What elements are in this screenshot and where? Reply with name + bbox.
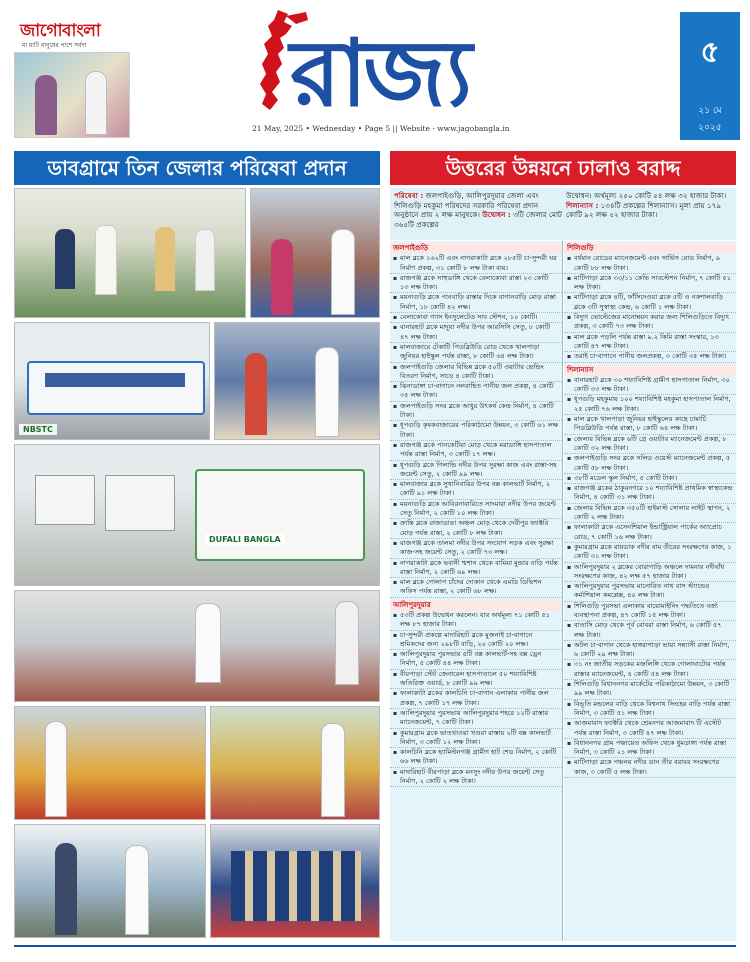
intro-text: ৩টি জেলার মোট ৩৬৫টি প্রকল্পের (394, 210, 562, 229)
list-item: ▪ আলিপুরদুয়ার পুরসভায় আলিপুরদুয়ার শহরে ১২টি রাস্তার ম্যানেজমেন্ট, ৭ কোটি টাকা। (390, 709, 562, 729)
list-item: ▪ শিলিগুড়ি পুরসভা এলাকায় বায়োমাইনিং পদ্ধতিতে বর্জ্য ব্যবস্থাপনা প্রকল্প, ৪৭ কোটি ১৫ লক্ষ টাকা। (564, 602, 736, 622)
list-item: ▪ চা-সুন্দরী প্রকল্পে মাদারিহাট ব্লকে মুজনাই চা-বাগানে শ্রমিকদের জন্য ২৯৮টি বাড়ি, ২০ কোটি ২০ লক্ষ। (390, 631, 562, 651)
list-item: ▪ ৩৮টি মডেল স্কুল নির্মাণ, ৫ কোটি টাকা। (564, 474, 736, 484)
intro-label: শিলান্যাস : (566, 200, 599, 210)
list-item: ▪ ধূপগুড়ি মহকুমায় ১০০ শয্যাবিশিষ্ট মহকুমা হাসপাতাল নির্মাণ, ২৫ কোটি ৭৬ লক্ষ টাকা। (564, 395, 736, 415)
figure-shape (85, 71, 107, 135)
masthead-photo (14, 52, 130, 138)
list-item: ▪ শিলিগুড়ি বিধাননগর মার্কেটের পরিকাঠামো উন্নয়ন, ৩ কোটি ৯৯ লক্ষ টাকা। (564, 680, 736, 700)
list-item: ▪ মালবাজারে টেকাটি পিডব্লিউডি রোড থেকে খালপাড়া জুনিয়র হাইস্কুল পর্যন্ত রাস্তা, ৮ কোটি ৬৪ লক্ষ টাকা। (390, 343, 562, 363)
list-item: ▪ কুমারগ্রাম ব্লকে রায়ডাক নদীর বাম তীরের সংরক্ষণের কাজ, ১ কোটি ৩১ লক্ষ টাকা। (564, 543, 736, 563)
list-item: ▪ ক্রান্তি ব্লকে রাজাডাঙা অঞ্চল মোড় থেকে দেবীপুর ফ্যাক্টরি মোড় পর্যন্ত রাস্তা, ২ কোটি ৮ লক্ষ টাকা। (390, 519, 562, 539)
list-item: ▪ ফালাকাটা ব্লকের কালচিনি চা-বাগান এলাকায় পানীয় জল প্রকল্প, ৭ কোটি ১৭ লক্ষ টাকা। (390, 689, 562, 709)
list-item: ▪ আলিপুরদুয়ার পুরসভার ৫টি বক্স কালভার্ট-সহ বক্স ড্রেন নির্মাণ, ৫ কোটি ৪৪ লক্ষ টাকা। (390, 650, 562, 670)
photo-gift-handover (14, 824, 206, 938)
bengali-date: ২১ মে (698, 106, 722, 116)
photo-vans (14, 444, 380, 586)
list-item: ▪ মাল ব্লকে গোলাপ চাঁদের দোকান থেকে এমডি ডিভিশন অফিস পর্যন্ত রাস্তা, ২ কোটি ৬৮ লক্ষ। (390, 578, 562, 598)
figure-shape (35, 75, 57, 135)
photo-sari-display (250, 188, 380, 318)
list-item: ▪ ঝিনাডাঙ্গা চা-বাগানে নলবাহিত পানীয় জল প্রকল্প, ৪ কোটি ৩৫ লক্ষ টাকা। (390, 382, 562, 402)
list-item: ▪ ফালাকাটা ব্লকে এসেনশিয়াল ইন্ডাস্ট্রিয়াল পার্কের অ্যাপ্রোচ রোড, ৭ কোটি ১৬ লক্ষ টাকা। (564, 523, 736, 543)
list-item: ▪ বর্ধমান রোডের ম্যানেজমেন্ট এবং সার্ভিস রোড নির্মাণ, ৯ কোটি ৮৮ লক্ষ টাকা। (564, 254, 736, 274)
list-item: ▪ রাজগঞ্জ ব্লকের ঠাকুরনগরে ১০ শয্যাবিশিষ্ট প্রাথমিক স্বাস্থ্যকেন্দ্র নির্মাণ, ৪ কোটি ৩১ লক্ষ টাকা। (564, 484, 736, 504)
list-item: ▪ রাজগঞ্জ ব্লকে সাহুডাঙ্গি থেকে বেলাকোবা রাস্তা ২৩ কোটি ১৩ লক্ষ টাকা। (390, 274, 562, 294)
list-item: ▪ মাদারিহাট বীরপাড়া ব্লকে মনসুং নদীর উপর জয়েন্ট সেতু নির্মাণ, ২ কোটি ২ লক্ষ টাকা। (390, 768, 562, 788)
list-item: ▪ ৩১ নং জাতীয় সড়কের মজলিঙ্গি থেকে গোলাঘাটোর পর্যন্ত রাস্তার ম্যানেজমেন্ট, ৪ কোটি ৫৪ লক্ষ টাকা। (564, 660, 736, 680)
dateline: 21 May, 2025 • Wednesday • Page 5 || Website - www.jagobangla.in (252, 124, 510, 133)
list-item: ▪ নাগরাকাটা ব্লকে ভবানী শ্মশান থেকে বামিয়া মুন্ডার বাড়ি পর্যন্ত রাস্তা নির্মাণ, ২ কোটি ৬৯ লক্ষ। (390, 559, 562, 579)
list-item: ▪ অটল চা-বাগান থেকে হাঙ্গরাগাড়া ভায়া সন্ন্যাসী রাস্তা নির্মাণ, ৬ কোটি ২৯ লক্ষ টাকা। (564, 641, 736, 661)
list-item: ▪ বীরপাড়া স্টেট জেনারেল হাসপাতালে ৫০ শয্যাবিশিষ্ট অতিরিক্ত ওয়ার্ড, ৮ কোটি ৯৯ লক্ষ। (390, 670, 562, 690)
list-item: ▪ ময়নাগুড়ি ব্লকে পানবাড়ি রাস্তার দিকে বাগানবাড়ি মোড় রাস্তা নির্মাণ, ১৮ কোটি ৪২ লক্ষ। (390, 293, 562, 313)
list-item: ▪ বানারহাট ব্লকে মাদুয়া নদীর উপর আরসিসি সেতু, ৮ কোটি ৪৭ লক্ষ টাকা। (390, 323, 562, 343)
photo-handicraft-stall (214, 322, 380, 440)
list-item: ▪ আলিপুরদুয়ার ২ ব্লকের বোরাগাড়ি অঞ্চলে দামনার নদীবাঁধ সংরক্ষণের কাজ, ৪২ লক্ষ ৫৭ হাজার টাকা। (564, 563, 736, 583)
list-item: ▪ বিধাননগর গ্রাম পঞ্চায়েত অফিস থেকে ধুমডাঙ্গা পর্যন্ত রাস্তা নির্মাণ, ৩ কোটি ২১ লক্ষ টাকা। (564, 739, 736, 759)
intro-text: জলপাইগুড়ি, আলিপুরদুয়ার জেলা এবং শিলিগুড়ি মহকুমা পরিষদের সরকারি পরিষেবা প্রদান অনুষ্ঠানে প্রায় ২ লক্ষ মানুষকে। (394, 191, 539, 220)
list-item: ▪ জলপাইগুড়ি সদর ব্লকে সলিড ওয়েস্ট ম্যানেজমেন্ট প্রকল্প, ৫ কোটি ৫৮ লক্ষ টাকা। (564, 454, 736, 474)
intro-label: পরিষেবা : (394, 191, 424, 200)
intro-text: উদ্বোধন। অর্থমূল্য ২৫০ কোটি ৫৪ লক্ষ ৩২ হাজার টাকা। (566, 191, 727, 200)
section-title: রাজ্য (290, 20, 469, 127)
list-item: ▪ ময়নাগুড়ি ব্লকে আবিরনাবারিতে সাদমারা নদীর উপর জয়েন্ট সেতু নির্মাণ, ২ কোটি ১০ লক্ষ টাকা। (390, 500, 562, 520)
list-item: ▪ মাল ব্লকে পড়লি পর্যন্ত রাস্তা ৯.২ কিমি রাস্তা সংস্কার, ১৩ কোটি ৪৭ লক্ষ টাকা। (564, 333, 736, 353)
photo-stage-audience (14, 590, 380, 702)
van-label: DUFALI BANGLA (205, 534, 285, 545)
list-item: ▪ জলপাইগুড়ি জেলার বিভিন্ন ব্লকে ৫০টি ওয়াটার ভেন্ডিং বিতরণ নির্মাণ, সাড়ে ৪ কোটি টাকা। (390, 363, 562, 383)
list-item: ▪ ধূপগুড়ি ব্লকে গিলান্ডি নদীর উপর সুরক্ষা কাজ এবং রাস্তা-সহ জয়েন্ট সেতু, ২ কোটি ৯৯ লক্ষ। (390, 461, 562, 481)
bus-label: NBSTC (19, 424, 57, 435)
list-item: ▪ ধূপগুড়ি কৃষকবাজারের পরিকাঠামো উন্নয়ন, ৩ কোটি ৬১ লক্ষ টাকা। (390, 421, 562, 441)
list-item: ▪ বেলাকোবা গ্যাস ইনসুলেটেড সাব স্টেশন, ১০ কোটি। (390, 313, 562, 323)
item-list (564, 376, 736, 778)
list-item: ▪ মালবাজার ব্লকে সুখানিবারির উপর বক্স কালভার্ট নির্মাণ, ২ কোটি ৯১ লক্ষ টাকা। (390, 480, 562, 500)
list-item: ▪ বিদ্যুৎ ভোল্টেজের মানোন্নয়ন করার জন্য শিলিগুড়িতে বিদ্যুৎ প্রকল্প, ৩ কোটি ৭৩ লক্ষ টাকা। (564, 313, 736, 333)
list-item: ▪ মাল ব্লকে খালপাড়া জুনিয়র হাইস্কুলের কাছে চামার্চি পিডব্লিউডি পর্যন্ত রাস্তা, ৮ কোটি ৬৪ লক্ষ টাকা। (564, 415, 736, 435)
photo-nbstc-buses (14, 322, 210, 440)
list-item: ▪ মাটিগাড়া ব্লকে পঞ্চনয় নদীর ডান তীর বরাবর সংরক্ষণের কাজ, ৩ কোটি ৫ লক্ষ টাকা। (564, 758, 736, 778)
list-item: ▪ মাটিগাড়া ব্লকে ৪টি, ফাঁসিদেওয়া ব্লকে ৫টি ও নকশালবাড়ি ব্লকে ৩টি সুস্বাস্থ্য কেন্দ্র, ৬ কোটি ১ লক্ষ টাকা। (564, 293, 736, 313)
section-heading: শিলিগুড়ি (564, 243, 736, 254)
list-item: ▪ কালচিনি ব্লকে হ্যামিল্টনগঞ্জ গ্রামীণ হাট শেড নির্মাণ, ২ কোটি ৬৬ লক্ষ টাকা। (390, 748, 562, 768)
left-headline: ডাবগ্রামে তিন জেলার পরিষেবা প্রদান (14, 151, 380, 185)
list-item: ▪ মাল ব্লকে ১৬২টি এবং নাগরাকাটা ব্লকে ২৮৫টি চা-সুন্দরী ঘর নির্মাণ প্রকল্প, ৩১ কোটি ৮ লক্ষ টাকা ব্যয়। (390, 254, 562, 274)
list-item: ▪ জলপাইগুড়ি সদর ব্লকে আধুর উৎকর্ষ কেন্দ্র নির্মাণ, ৪ কোটি টাকা। (390, 402, 562, 422)
photo-saree-presentation (210, 706, 380, 820)
item-list (390, 254, 562, 597)
photo-stage-ceremony (14, 188, 246, 318)
article-column-right (564, 241, 736, 941)
footer-rule (14, 945, 736, 947)
intro-label: উদ্বোধন : (482, 210, 511, 220)
list-item: ▪ বিভূতি মন্ডলের বাড়ি থেকে বিশ্বনাথ সিংহের বাড়ি পর্যন্ত রাস্তা নির্মাণ, ৩ কোটি ৫১ লক্ষ টাকা। (564, 700, 736, 720)
list-item: ▪ বাতাসি মোড় থেকে পূর্ব বোবরা রাস্তা নির্মাণ, ৬ কোটি ৫৭ লক্ষ টাকা। (564, 621, 736, 641)
brand-logo: জাগোবাংলা (20, 21, 101, 41)
intro-text: ১৩৪টি প্রকল্পের শিলান্যাস। মূল্য প্রায় ১৭৯ কোটি ৯২ লক্ষ ৫২ হাজার টাকা। (566, 200, 722, 220)
section-heading: শিলান্যাস (564, 365, 736, 376)
photo-dancers-left (14, 706, 206, 820)
brand-tagline: মা মাটি মানুষের পাশে সর্বদা (22, 42, 87, 49)
list-item: ▪ রাজগঞ্জ ব্লকে তালমা নদীর উপর সংযোগ সড়ক এবং সুরক্ষা কাজ-সহ জয়েন্ট সেতু, ২ কোটি ৭৩ লক্ষ। (390, 539, 562, 559)
list-item: ▪ কুমারগ্রাম ব্লকে ভাতখাওয়া খণ্ডরা রাস্তায় ২টি বক্স কালভার্ট নির্মাণ, ৩ কোটি ১২ লক্ষ টাকা। (390, 729, 562, 749)
list-item: ▪ জেলার বিভিন্ন ব্লকে ৩৫০টি হাইমাস্ট সোলার লাইট স্থাপন, ২ কোটি ২ লক্ষ টাকা। (564, 504, 736, 524)
page-number-box (680, 12, 740, 140)
item-list (390, 611, 562, 787)
section-heading: আলিপুরদুয়ার (390, 600, 562, 611)
list-item: ▪ আলিপুরদুয়ার পুরসভায় মানোরিত নাথ বাস স্ট্যান্ডের কর্মাশিয়াল কমপ্লেক্স, ৪০ লক্ষ টাকা। (564, 582, 736, 602)
list-item: ▪ রাজগঞ্জ ব্লকে পানকেটিয়া মোড় থেকে মরাডাঙ্গি হাসপাতাল পর্যন্ত রাস্তা নির্মাণ, ৩ কোটি ১৭ লক্ষ। (390, 441, 562, 461)
section-heading: জলপাইগুড়ি (390, 243, 562, 254)
list-item: ▪ জেলার বিভিন্ন ব্লকে ৬টি গ্রে ওয়াটার ম্যানেজমেন্ট প্রকল্প, ৮ কোটি ৩২ লক্ষ টাকা। (564, 435, 736, 455)
list-item: ▪ ৫৩টি প্রকল্প উদ্বোধন করলেন। যার অর্থমূল্য ৭১ কোটি ৫১ লক্ষ ৮৭ হাজার টাকা। (390, 611, 562, 631)
list-item: ▪ মাটিগাড়া ব্লকে ৩৩/১১ কেভি সাবস্টেশন নির্মাণ, ৭ কোটি ৫১ লক্ষ টাকা। (564, 274, 736, 294)
right-headline: উত্তরের উন্নয়নে ঢালাও বরাদ্দ (390, 151, 736, 185)
page-number: ৫ (700, 35, 720, 70)
list-item: ▪ তরাই চা-বাগানে পানীয় জলপ্রকল্প, ৩ কোটি ৩৫ লক্ষ টাকা। (564, 352, 736, 362)
item-list (564, 254, 736, 362)
list-item: ▪ বানারহাট ব্লকে ৩০ শয্যাবিশিষ্ট গ্রামীণ হাসপাতাল নির্মাণ, ৩০ কোটি ৩৩ লক্ষ টাকা। (564, 376, 736, 396)
intro-box (390, 188, 736, 240)
photo-dancers-right (210, 824, 380, 938)
article-column-left (390, 241, 563, 941)
bengali-year: ২০২৫ (698, 123, 722, 133)
masthead (0, 0, 750, 145)
list-item: ▪ আজমাবাদ ফ্যাক্টরি থেকে শ্রেমনগর আজমাবাদ টি এস্টেট পর্যন্ত রাস্তা নির্মাণ, ৩ কোটি ৪৭ লক্ষ টাকা। (564, 719, 736, 739)
